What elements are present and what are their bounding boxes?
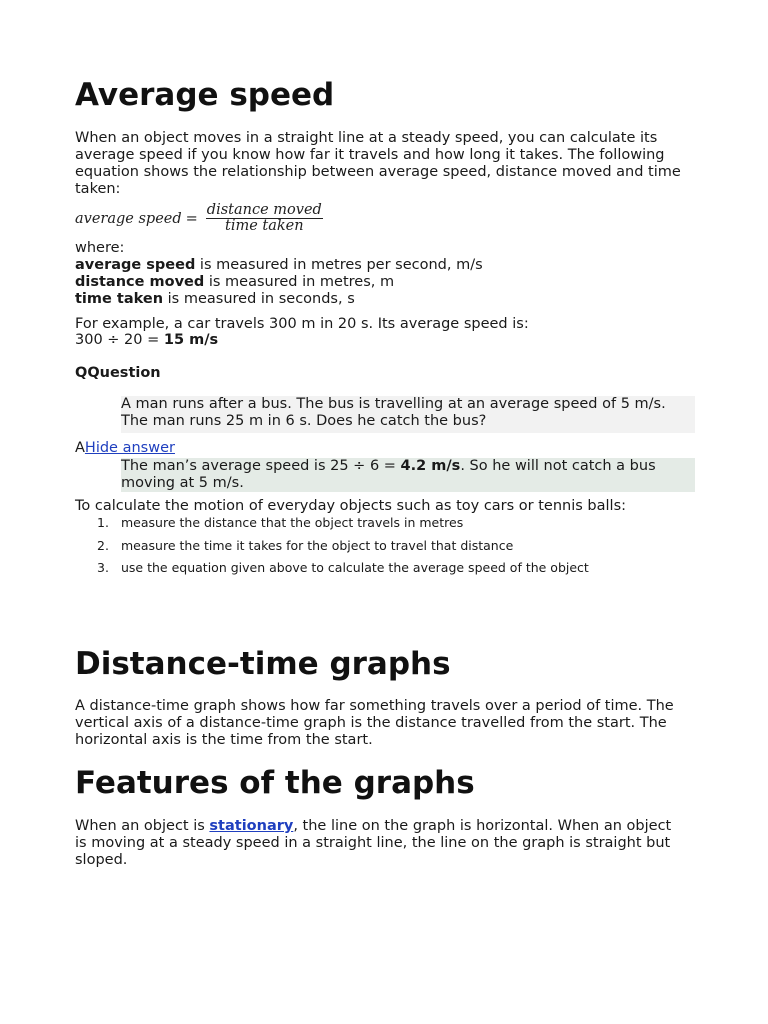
formula-denominator: time taken — [225, 218, 304, 234]
definition-desc: is measured in metres, m — [204, 274, 395, 290]
answer-box — [121, 458, 695, 492]
distance-time-paragraph: A distance-time graph shows how far something travels over a period of time. The vertical axis of a distance-time graph is the distance travelled from the start. The horizontal axis is the time from the start. — [75, 698, 674, 748]
step-text: use the equation given above to calculate the average speed of the object — [121, 560, 589, 575]
definition-term: average speed — [75, 257, 196, 273]
speed-formula — [75, 203, 323, 234]
example-calc: 300 ÷ 20 = — [75, 332, 164, 348]
stationary-link[interactable]: stationary — [209, 818, 294, 834]
step-number: 1. — [97, 515, 109, 530]
definition-term: time taken — [75, 291, 164, 307]
steps-intro: To calculate the motion of everyday objects such as toy cars or tennis balls: — [75, 498, 627, 514]
features-paragraph — [75, 818, 685, 869]
hide-answer-link[interactable]: Hide answer — [84, 440, 175, 456]
list-item — [75, 560, 695, 583]
question-label: QQuestion — [75, 365, 161, 381]
answer-value: 4.2 m/s — [400, 458, 461, 474]
step-number: 3. — [97, 560, 109, 575]
answer-row — [75, 440, 175, 457]
definition-distance-moved — [75, 274, 394, 291]
formula-lhs: average speed — [75, 210, 182, 227]
answer-prefix: A — [75, 440, 85, 456]
example-calculation — [75, 332, 218, 349]
definition-desc: is measured in metres per second, m/s — [195, 257, 483, 273]
definition-time-taken — [75, 291, 355, 308]
steps-list — [75, 515, 695, 583]
answer-text-end: . So he will not catch a bus moving at 5 m/s. — [121, 458, 656, 491]
list-item — [75, 538, 695, 561]
formula-fraction — [206, 203, 323, 234]
where-label: where: — [75, 240, 125, 256]
features-text-start: When an object is — [75, 818, 210, 834]
definition-average-speed — [75, 257, 483, 274]
question-text: A man runs after a bus. The bus is travelling at an average speed of 5 m/s. The man runs 25 m in 6 s. Does he catch the bus? — [121, 396, 666, 429]
definition-desc: is measured in seconds, s — [163, 291, 355, 307]
intro-paragraph: When an object moves in a straight line at a steady speed, you can calculate its average speed if you know how far it travels and how long it takes. The following equation shows the relationship between average speed, distance moved and time taken: — [75, 130, 681, 197]
heading-average-speed: Average speed — [75, 77, 335, 113]
heading-features-of-graphs: Features of the graphs — [75, 765, 475, 801]
formula-numerator: distance moved — [206, 202, 322, 218]
definition-term: distance moved — [75, 274, 205, 290]
question-box — [121, 396, 695, 433]
list-item — [75, 515, 695, 538]
features-text-end: , the line on the graph is horizontal. When an object is moving at a steady speed in a straight line, the line on the graph is straight but sloped. — [75, 818, 672, 868]
formula-equals: = — [185, 210, 198, 227]
example-line: For example, a car travels 300 m in 20 s. Its average speed is: — [75, 316, 529, 332]
step-text: measure the distance that the object travels in metres — [121, 515, 464, 530]
example-result: 15 m/s — [163, 332, 219, 348]
step-text: measure the time it takes for the object to travel that distance — [121, 537, 514, 553]
heading-distance-time-graphs: Distance-time graphs — [75, 646, 451, 682]
step-number: 2. — [97, 537, 109, 553]
answer-text-start: The man’s average speed is 25 ÷ 6 = — [121, 458, 401, 474]
